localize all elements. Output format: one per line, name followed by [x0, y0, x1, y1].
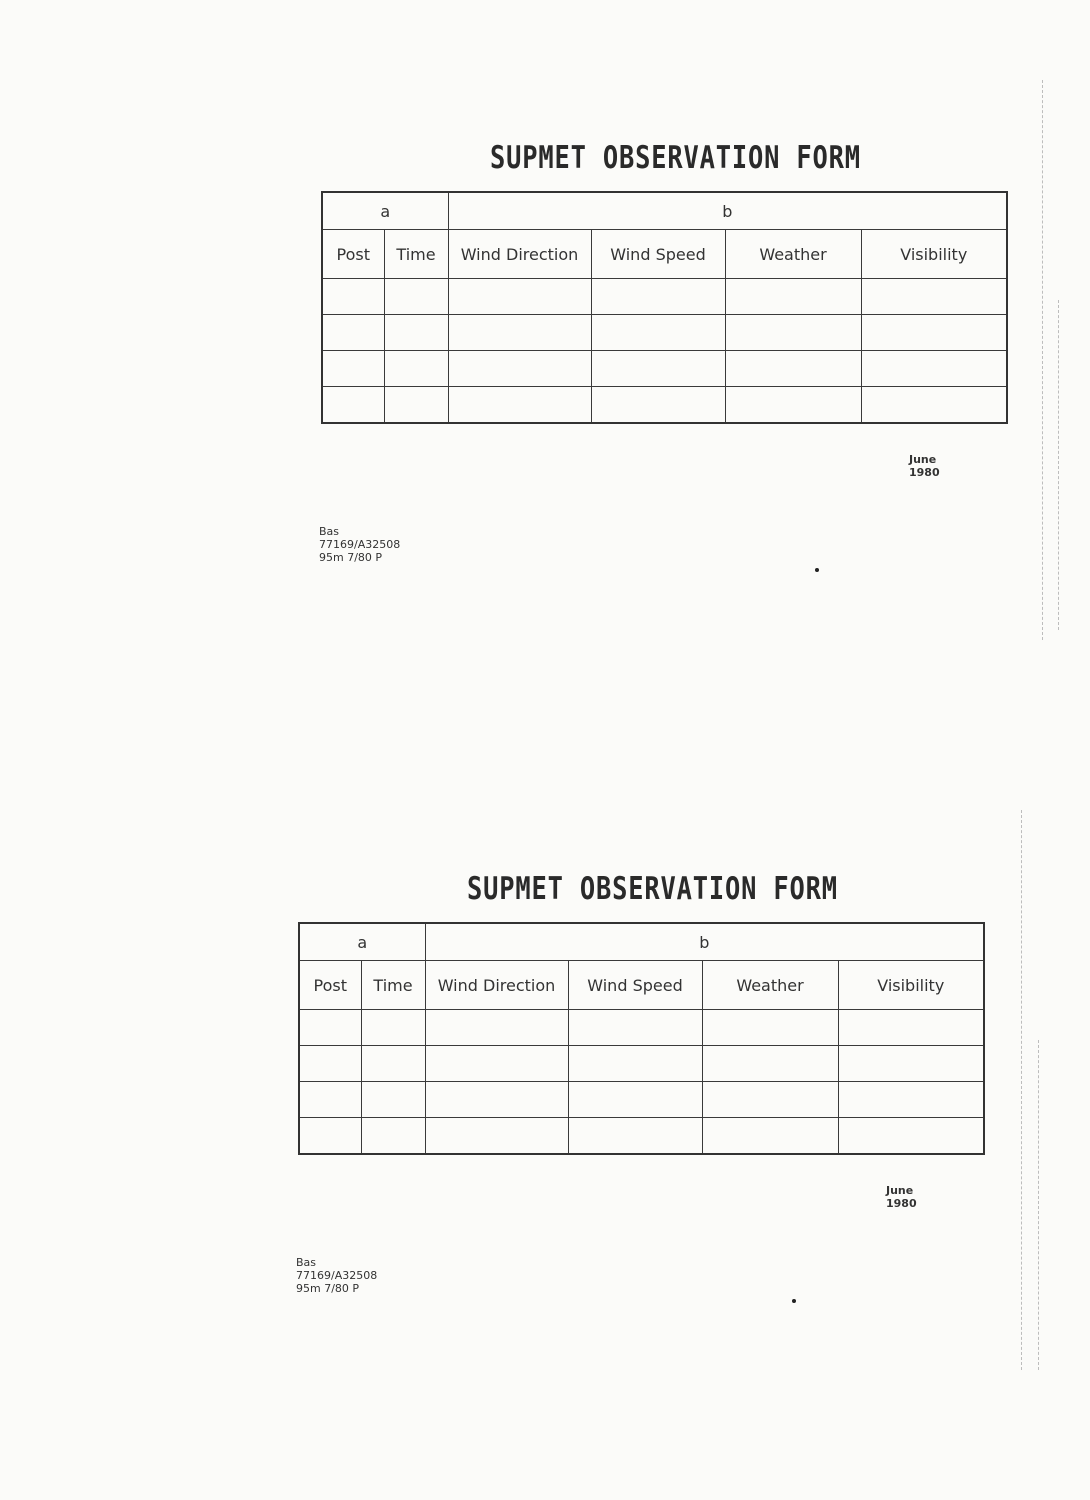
column-header-weather: Weather	[725, 230, 861, 279]
group-b-header: b	[448, 192, 1007, 230]
visibility-cell[interactable]	[861, 387, 1007, 424]
wind-speed-cell[interactable]	[591, 351, 725, 387]
time-cell[interactable]	[384, 279, 448, 315]
table-row	[299, 1010, 984, 1046]
time-cell[interactable]	[361, 1082, 425, 1118]
post-cell[interactable]	[299, 1082, 361, 1118]
column-header-visibility: Visibility	[861, 230, 1007, 279]
time-cell[interactable]	[384, 351, 448, 387]
time-cell[interactable]	[384, 315, 448, 351]
visibility-cell[interactable]	[861, 279, 1007, 315]
form-date: June 1980	[886, 1184, 917, 1210]
column-header-post: Post	[299, 961, 361, 1010]
wind-direction-cell[interactable]	[448, 351, 591, 387]
wind-direction-cell[interactable]	[448, 279, 591, 315]
visibility-cell[interactable]	[838, 1082, 984, 1118]
column-header-visibility: Visibility	[838, 961, 984, 1010]
scan-edge-line	[1038, 1040, 1039, 1370]
column-header-time: Time	[384, 230, 448, 279]
time-cell[interactable]	[361, 1118, 425, 1155]
weather-cell[interactable]	[702, 1082, 838, 1118]
group-b-header: b	[425, 923, 984, 961]
visibility-cell[interactable]	[838, 1046, 984, 1082]
wind-speed-cell[interactable]	[591, 315, 725, 351]
visibility-cell[interactable]	[861, 315, 1007, 351]
visibility-cell[interactable]	[838, 1118, 984, 1155]
post-cell[interactable]	[322, 387, 384, 424]
column-header-wind-speed: Wind Speed	[591, 230, 725, 279]
column-header-wind-direction: Wind Direction	[448, 230, 591, 279]
observation-table	[298, 922, 985, 1155]
group-a-header: a	[299, 923, 425, 961]
scan-speck	[792, 1299, 796, 1303]
scan-edge-line	[1058, 300, 1059, 630]
wind-speed-cell[interactable]	[568, 1118, 702, 1155]
weather-cell[interactable]	[702, 1010, 838, 1046]
wind-speed-cell[interactable]	[591, 387, 725, 424]
weather-cell[interactable]	[702, 1118, 838, 1155]
scan-edge-line	[1021, 810, 1022, 1370]
wind-direction-cell[interactable]	[448, 387, 591, 424]
scan-edge-line	[1042, 80, 1043, 640]
table-row	[322, 387, 1007, 424]
table-row	[322, 351, 1007, 387]
post-cell[interactable]	[322, 315, 384, 351]
form-title: SUPMET OBSERVATION FORM	[467, 871, 838, 907]
post-cell[interactable]	[299, 1046, 361, 1082]
wind-speed-cell[interactable]	[568, 1010, 702, 1046]
column-header-weather: Weather	[702, 961, 838, 1010]
group-a-header: a	[322, 192, 448, 230]
wind-speed-cell[interactable]	[568, 1046, 702, 1082]
table-row	[299, 1046, 984, 1082]
weather-cell[interactable]	[725, 387, 861, 424]
weather-cell[interactable]	[725, 315, 861, 351]
table-row	[322, 315, 1007, 351]
table-row	[299, 1082, 984, 1118]
wind-direction-cell[interactable]	[448, 315, 591, 351]
form-code: Bas 77169/A32508 95m 7/80 P	[296, 1256, 378, 1295]
table-row	[299, 1118, 984, 1155]
form-date: June 1980	[909, 453, 940, 479]
visibility-cell[interactable]	[861, 351, 1007, 387]
weather-cell[interactable]	[725, 351, 861, 387]
column-header-post: Post	[322, 230, 384, 279]
post-cell[interactable]	[322, 351, 384, 387]
wind-direction-cell[interactable]	[425, 1082, 568, 1118]
visibility-cell[interactable]	[838, 1010, 984, 1046]
form-title: SUPMET OBSERVATION FORM	[490, 140, 861, 176]
column-header-time: Time	[361, 961, 425, 1010]
weather-cell[interactable]	[702, 1046, 838, 1082]
column-header-wind-direction: Wind Direction	[425, 961, 568, 1010]
post-cell[interactable]	[299, 1010, 361, 1046]
table-row	[322, 279, 1007, 315]
time-cell[interactable]	[384, 387, 448, 424]
wind-speed-cell[interactable]	[568, 1082, 702, 1118]
time-cell[interactable]	[361, 1046, 425, 1082]
weather-cell[interactable]	[725, 279, 861, 315]
post-cell[interactable]	[322, 279, 384, 315]
wind-speed-cell[interactable]	[591, 279, 725, 315]
time-cell[interactable]	[361, 1010, 425, 1046]
form-code: Bas 77169/A32508 95m 7/80 P	[319, 525, 401, 564]
post-cell[interactable]	[299, 1118, 361, 1155]
wind-direction-cell[interactable]	[425, 1046, 568, 1082]
observation-table	[321, 191, 1008, 424]
scan-speck	[815, 568, 819, 572]
wind-direction-cell[interactable]	[425, 1118, 568, 1155]
wind-direction-cell[interactable]	[425, 1010, 568, 1046]
column-header-wind-speed: Wind Speed	[568, 961, 702, 1010]
